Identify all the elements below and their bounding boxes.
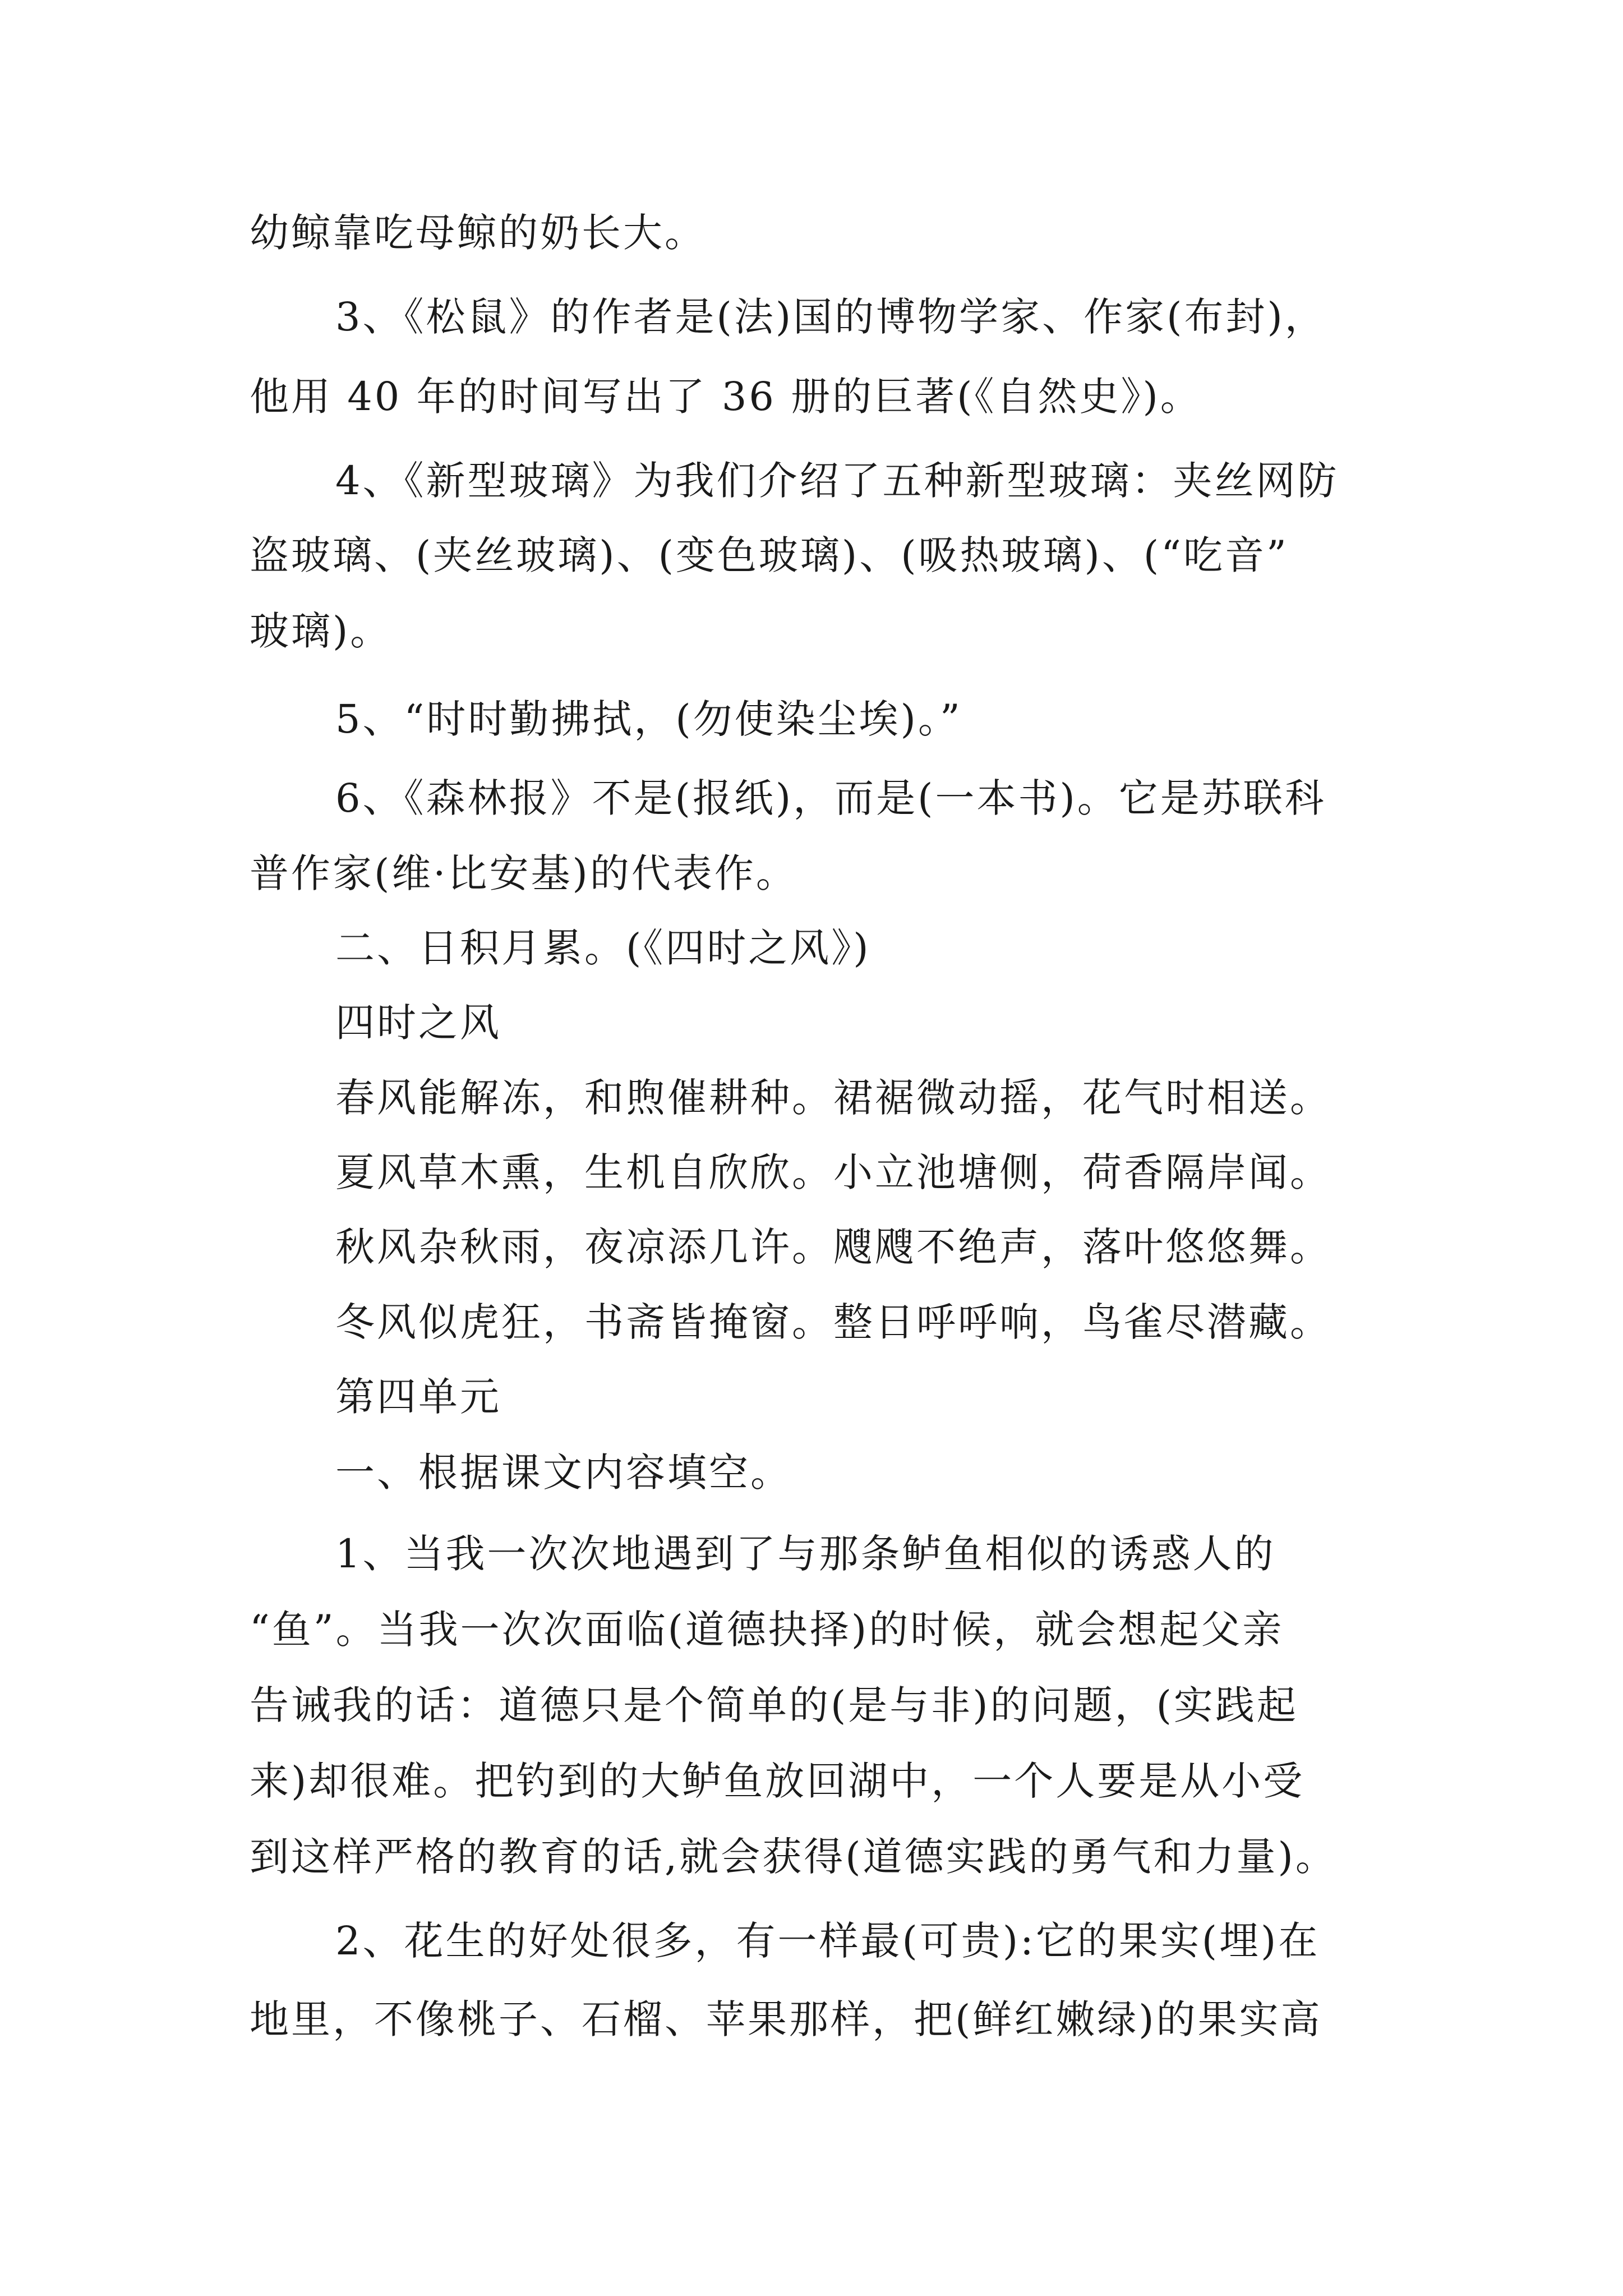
poem-line: 秋风杂秋雨，夜凉添几许。飕飕不绝声，落叶悠悠舞。	[335, 1224, 1331, 1270]
unit-heading: 第四单元	[335, 1374, 501, 1420]
text-line: 3、《松鼠》的作者是(法)国的博物学家、作家(布封)，	[335, 294, 1326, 340]
text-line: 2、花生的好处很多，有一样最(可贵):它的果实(埋)在	[335, 1918, 1320, 1964]
text-line: 5、“时时勤拂拭，(勿使染尘埃)。”	[335, 696, 962, 742]
poem-line: 夏风草木熏，生机自欣欣。小立池塘侧，荷香隔岸闻。	[335, 1149, 1331, 1195]
text-line: 玻璃)。	[250, 608, 392, 654]
text-line: 告诫我的话：道德只是个简单的(是与非)的问题，(实践起	[250, 1682, 1298, 1728]
text-line: 幼鲸靠吃母鲸的奶长大。	[250, 210, 706, 256]
text-line: 1、当我一次次地遇到了与那条鲈鱼相似的诱惑人的	[335, 1531, 1276, 1577]
text-line: 6、《森林报》不是(报纸)，而是(一本书)。它是苏联科	[335, 775, 1326, 821]
text-line: 到这样严格的教育的话,就会获得(道德实践的勇气和力量)。	[250, 1834, 1337, 1880]
section-heading: 二、日积月累。(《四时之风》)	[335, 925, 871, 971]
text-line: 来)却很难。把钓到的大鲈鱼放回湖中，一个人要是从小受	[250, 1758, 1305, 1804]
text-line: “鱼”。当我一次次面临(道德抉择)的时候，就会想起父亲	[250, 1607, 1284, 1653]
poem-line: 春风能解冻，和煦催耕种。裙裾微动摇，花气时相送。	[335, 1075, 1331, 1121]
text-line: 他用 40 年的时间写出了 36 册的巨著(《自然史》)。	[250, 374, 1202, 420]
section-heading: 一、根据课文内容填空。	[335, 1450, 792, 1496]
poem-line: 冬风似虎狂，书斋皆掩窗。整日呼呼响，鸟雀尽潜藏。	[335, 1299, 1331, 1345]
text-line: 普作家(维·比安基)的代表作。	[250, 850, 797, 896]
poem-title: 四时之风	[335, 1000, 501, 1046]
text-line: 盗玻璃、(夹丝玻璃)、(变色玻璃)、(吸热玻璃)、(“吃音”	[250, 532, 1289, 578]
text-line: 4、《新型玻璃》为我们介绍了五种新型玻璃：夹丝网防	[335, 458, 1339, 504]
text-line: 地里，不像桃子、石榴、苹果那样，把(鲜红嫩绿)的果实高	[250, 1996, 1322, 2042]
